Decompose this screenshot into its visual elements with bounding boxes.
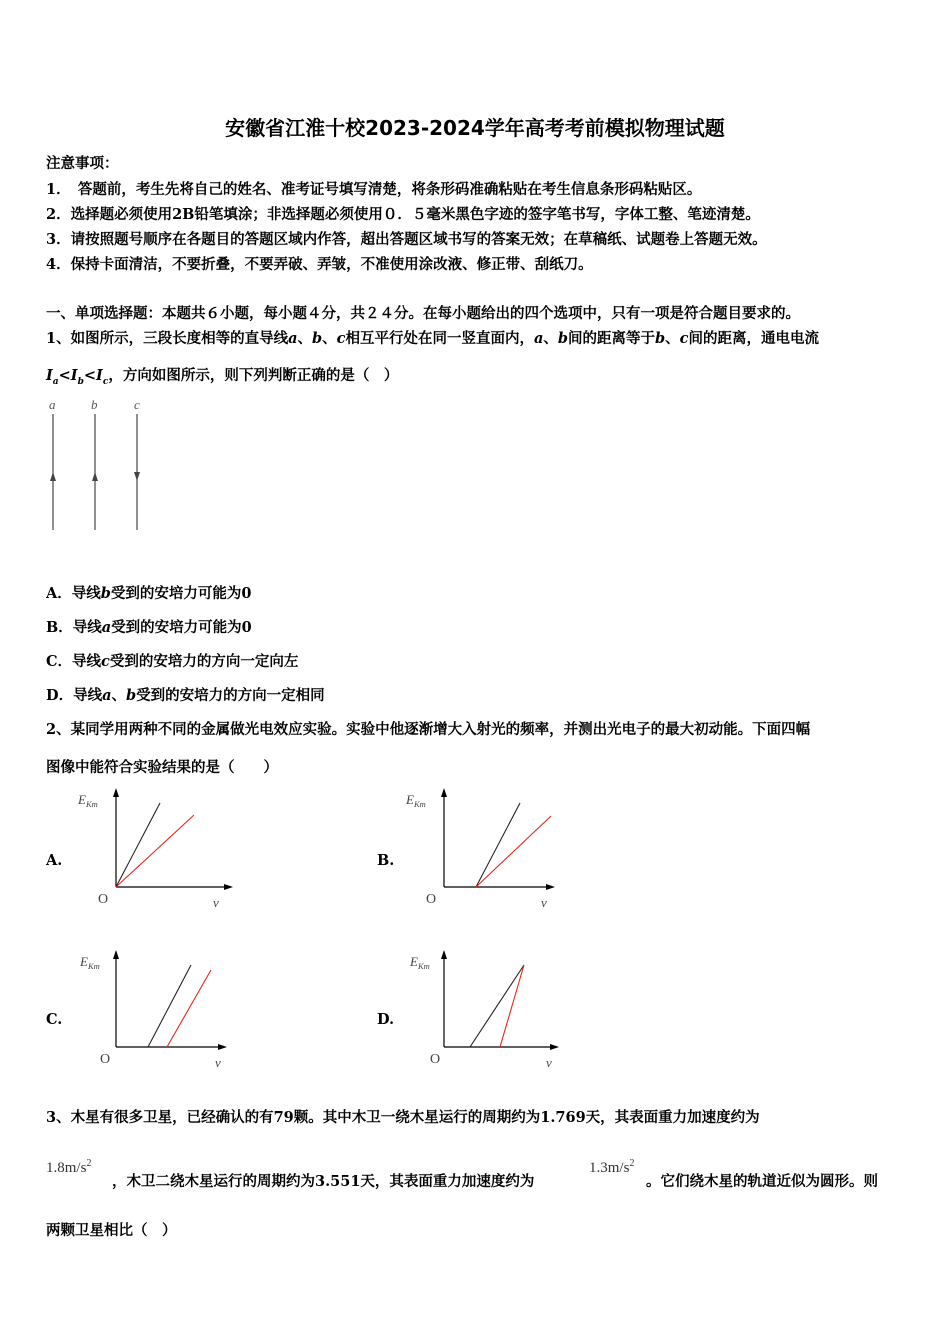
wire-b-label: b	[91, 397, 98, 412]
q1-option-c[interactable]: C．导线c受到的安培力的方向一定向左	[46, 653, 299, 670]
x-axis-label: v	[213, 895, 219, 910]
q1-option-a[interactable]: A．导线b受到的安培力可能为0	[46, 585, 252, 602]
q2-graph-b[interactable]	[398, 785, 573, 915]
q2-graph-c[interactable]	[70, 945, 245, 1075]
y-axis-arrow	[441, 950, 447, 959]
q2-option-d-letter[interactable]: D.	[377, 1011, 395, 1028]
metal-1-line	[470, 965, 524, 1047]
q3-stem-line3: 两颗卫星相比（ ）	[46, 1222, 177, 1239]
q3-stem-line2: ，木卫二绕木星运行的周期约为3.551天，其表面重力加速度约为	[112, 1173, 535, 1190]
wire-a-up-arrow	[50, 472, 56, 481]
notice-item-2: 2．选择题必须使用2B铅笔填涂；非选择题必须使用０．５毫米黑色字迹的签字笔书写，字体工整、笔迹清楚。	[46, 206, 760, 223]
x-axis-label: v	[541, 895, 547, 910]
x-axis-label: v	[215, 1055, 221, 1070]
q1-option-d[interactable]: D．导线a、b受到的安培力的方向一定相同	[46, 687, 325, 704]
origin-label: O	[426, 892, 437, 907]
y-axis-arrow	[113, 950, 119, 959]
q2-graph-a[interactable]	[70, 785, 245, 915]
x-axis-arrow	[218, 1044, 227, 1050]
q1-stem-line1: 1、如图所示，三段长度相等的直导线a、b、c相互平行处在同一竖直面内，a、b间的距离等于b、c间的距离，通电电流	[46, 330, 820, 347]
y-axis-label: $E_{Km}$	[410, 954, 430, 971]
metal-2-line	[116, 815, 194, 887]
q3-stem-line1: 3、木星有很多卫星，已经确认的有79颗。其中木卫一绕木星运行的周期约为1.769天，其表面重力加速度约为	[46, 1109, 760, 1126]
wire-c-label: c	[134, 397, 140, 412]
q1-wires-figure	[40, 392, 160, 537]
notice-heading: 注意事项：	[46, 155, 119, 172]
metal-2-line	[167, 970, 211, 1047]
metal-1-line	[148, 965, 191, 1047]
q1-stem-line2: $I_a<I_b<I_c$，方向如图所示，则下列判断正确的是（ ）	[46, 367, 399, 387]
q3-g2-value: $1.3m/s^2$	[589, 1158, 635, 1176]
q3-g1-value: $1.8m/s^2$	[46, 1158, 92, 1176]
metal-2-line	[476, 816, 551, 887]
metal-1-line	[116, 803, 160, 887]
y-axis-arrow	[441, 788, 447, 797]
origin-label: O	[430, 1052, 441, 1067]
q2-stem-line2: 图像中能符合实验结果的是（ ）	[46, 759, 278, 776]
q2-option-b-letter[interactable]: B.	[377, 852, 395, 869]
x-axis-arrow	[550, 1044, 559, 1050]
q3-stem-line2-end: 。它们绕木星的轨道近似为圆形。则	[646, 1173, 878, 1190]
x-axis-arrow	[546, 884, 555, 890]
y-axis-label: $E_{Km}$	[78, 792, 98, 809]
metal-2-line	[500, 965, 524, 1047]
origin-label: O	[100, 1052, 111, 1067]
metal-1-line	[476, 803, 520, 887]
origin-label: O	[98, 892, 109, 907]
q2-option-a-letter[interactable]: A.	[46, 852, 63, 869]
q2-stem-line1: 2、某同学用两种不同的金属做光电效应实验。实验中他逐渐增大入射光的频率，并测出光电子的最大初动能。下面四幅	[46, 721, 811, 738]
q2-option-c-letter[interactable]: C.	[46, 1011, 63, 1028]
x-axis-arrow	[224, 884, 233, 890]
section-heading: 一、单项选择题：本题共６小题，每小题４分，共２４分。在每小题给出的四个选项中，只有一项是符合题目要求的。	[46, 305, 800, 322]
notice-item-1: 1． 答题前，考生先将自己的姓名、准考证号填写清楚，将条形码准确粘贴在考生信息条形码粘贴区。	[46, 181, 702, 198]
q1-option-b[interactable]: B．导线a受到的安培力可能为0	[46, 619, 252, 636]
x-axis-label: v	[546, 1055, 552, 1070]
y-axis-label: $E_{Km}$	[406, 792, 426, 809]
wire-a-label: a	[49, 397, 56, 412]
wire-b-up-arrow	[92, 472, 98, 481]
y-axis-arrow	[113, 788, 119, 797]
notice-item-3: 3．请按照题号顺序在各题目的答题区域内作答，超出答题区域书写的答案无效；在草稿纸、试题卷上答题无效。	[46, 231, 767, 248]
q2-graph-d[interactable]	[402, 945, 577, 1075]
page-title: 安徽省江淮十校2023-2024学年高考考前模拟物理试题	[225, 116, 725, 140]
notice-item-4: 4．保持卡面清洁，不要折叠，不要弄破、弄皱，不准使用涂改液、修正带、刮纸刀。	[46, 256, 593, 273]
y-axis-label: $E_{Km}$	[80, 954, 100, 971]
wire-c-down-arrow	[134, 472, 140, 481]
